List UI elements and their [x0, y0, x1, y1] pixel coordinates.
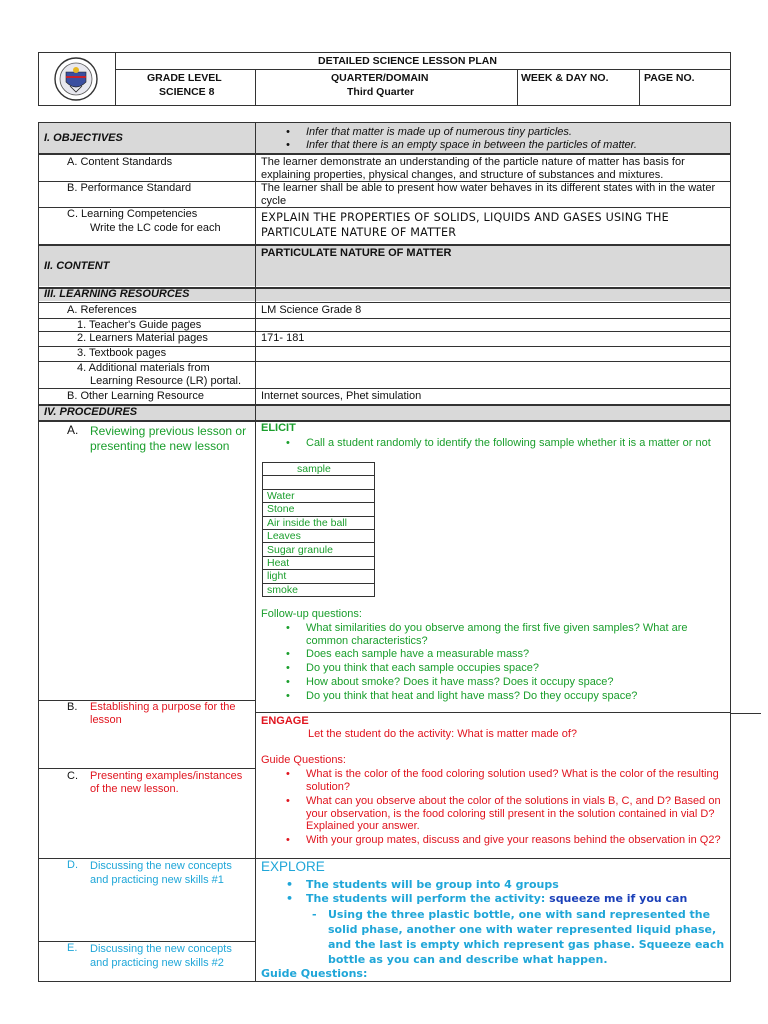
other-resource-value: Internet sources, Phet simulation: [261, 390, 422, 402]
explore-procedure: - Using the three plastic bottle, one with sand represented the solid phase, another one with water represented liquid phase, and the last is empty which represent gas phase. Squeeze each bottle as you can and describe what happen.: [328, 907, 728, 967]
content-standards-value: The learner demonstrate an understanding of the particle nature of matter has basis for explaining properties, physical changes, and structure of substances and mixtures.: [261, 156, 685, 181]
learning-competencies-label-2: Write the LC code for each: [90, 222, 221, 234]
sample-row: light: [263, 570, 375, 583]
sample-row: Leaves: [263, 529, 375, 542]
column-divider: [255, 122, 256, 982]
sample-row: Heat: [263, 556, 375, 569]
quarter-value: Third Quarter: [347, 86, 415, 98]
followup-title: Follow-up questions:: [261, 608, 362, 620]
procedure-a-label: Reviewing previous lesson or presenting the new lesson: [90, 424, 247, 453]
engage-title: ENGAGE: [261, 715, 309, 727]
objectives-heading: I. OBJECTIVES: [44, 132, 123, 144]
objective-bullet-1: • Infer that matter is made up of numerous tiny particles.: [306, 126, 572, 139]
header-title: DETAILED SCIENCE LESSON PLAN: [318, 55, 497, 67]
additional-materials-label-2: Learning Resource (LR) portal.: [90, 375, 242, 387]
guide-question-3: • With your group mates, discuss and give your reasons behind the observation in Q2?: [306, 834, 726, 847]
references-label: A. References: [67, 304, 137, 316]
followup-question-3: • Do you think that each sample occupies space?: [306, 662, 539, 675]
page-no-label: PAGE NO.: [644, 72, 695, 84]
learners-material-value: 171- 181: [261, 332, 305, 344]
guide-questions-title: Guide Questions:: [261, 754, 346, 766]
sample-row: smoke: [263, 583, 375, 596]
followup-question-5: • Do you think that heat and light have mass? Do they occupy space?: [306, 690, 637, 703]
procedure-e-letter: E.: [67, 942, 78, 954]
explore-bullet-1: • The students will be group into 4 groups: [306, 878, 559, 891]
sample-row: Air inside the ball: [263, 516, 375, 529]
explore-activity-name: squeeze me if you can: [549, 892, 688, 905]
teachers-guide-label: 1. Teacher's Guide pages: [77, 319, 202, 331]
procedure-b-letter: B.: [67, 701, 78, 713]
sample-header: sample: [263, 463, 375, 476]
guide-question-1: • What is the color of the food coloring solution used? What is the color of the resulting solution?: [306, 768, 726, 793]
explore-bullet-2: [306, 892, 687, 905]
procedures-heading: IV. PROCEDURES: [44, 406, 138, 418]
performance-standard-value: The learner shall be able to present how water behaves in its different states with in the water cycle: [261, 182, 716, 207]
procedure-c-letter: C.: [67, 770, 78, 782]
explore-guide-title: Guide Questions:: [261, 967, 368, 980]
sample-empty-row: [263, 476, 375, 489]
objective-bullet-2: • Infer that there is an empty space in between the particles of matter.: [306, 139, 637, 152]
engage-text: Let the student do the activity: What is matter made of?: [308, 728, 578, 740]
resources-heading: III. LEARNING RESOURCES: [44, 288, 190, 300]
content-heading: II. CONTENT: [44, 260, 110, 272]
performance-standard-label: B. Performance Standard: [67, 182, 192, 194]
sample-row: Stone: [263, 503, 375, 516]
procedure-b-label: Establishing a purpose for the lesson: [90, 701, 236, 726]
sample-row: Water: [263, 489, 375, 502]
explore-title: EXPLORE: [261, 859, 325, 874]
followup-question-4: • How about smoke? Does it have mass? Does it occupy space?: [306, 676, 614, 689]
followup-question-1: • What similarities do you observe among the first five given samples? What are common characteristics?: [306, 622, 726, 647]
textbook-label: 3. Textbook pages: [77, 347, 167, 359]
grade-level-value: SCIENCE 8: [159, 86, 215, 98]
sample-table: [262, 462, 375, 597]
quarter-label: QUARTER/DOMAIN: [331, 72, 429, 84]
week-day-label: WEEK & DAY NO.: [521, 72, 609, 84]
procedure-d-label: Discussing the new concepts and practicing new skills #1: [90, 860, 232, 886]
explore-bullet-2-text: The students will perform the activity:: [306, 892, 550, 905]
deped-seal-logo: [44, 56, 108, 102]
other-resource-label: B. Other Learning Resource: [67, 390, 204, 402]
grade-level-label: GRADE LEVEL: [147, 72, 222, 84]
references-value: LM Science Grade 8: [261, 304, 362, 316]
content-value: PARTICULATE NATURE OF MATTER: [261, 247, 452, 259]
procedure-a-letter: A.: [67, 423, 79, 437]
additional-materials-label: 4. Additional materials from: [77, 362, 210, 374]
elicit-title: ELICIT: [261, 422, 296, 434]
learning-competencies-label: C. Learning Competencies: [67, 208, 198, 220]
procedure-c-label: Presenting examples/instances of the new lesson.: [90, 770, 243, 795]
guide-question-2: • What can you observe about the color of the solutions in vials B, C, and D? Based on your observation, is the food coloring still present in the solution contained in vial D? Explained your answer.: [306, 795, 726, 833]
followup-question-2: • Does each sample have a measurable mass?: [306, 648, 529, 661]
learning-competencies-value: EXPLAIN THE PROPERTIES OF SOLIDS, LIQUIDS AND GASES USING THE PARTICULATE NATURE OF MATTER: [261, 211, 669, 239]
content-standards-label: A. Content Standards: [67, 156, 173, 168]
learners-material-label: 2. Learners Material pages: [77, 332, 208, 344]
sample-row: Sugar granule: [263, 543, 375, 556]
procedure-d-letter: D.: [67, 859, 78, 871]
procedure-e-label: Discussing the new concepts and practicing new skills #2: [90, 943, 232, 969]
elicit-bullet: • Call a student randomly to identify the following sample whether it is a matter or not: [306, 437, 726, 450]
